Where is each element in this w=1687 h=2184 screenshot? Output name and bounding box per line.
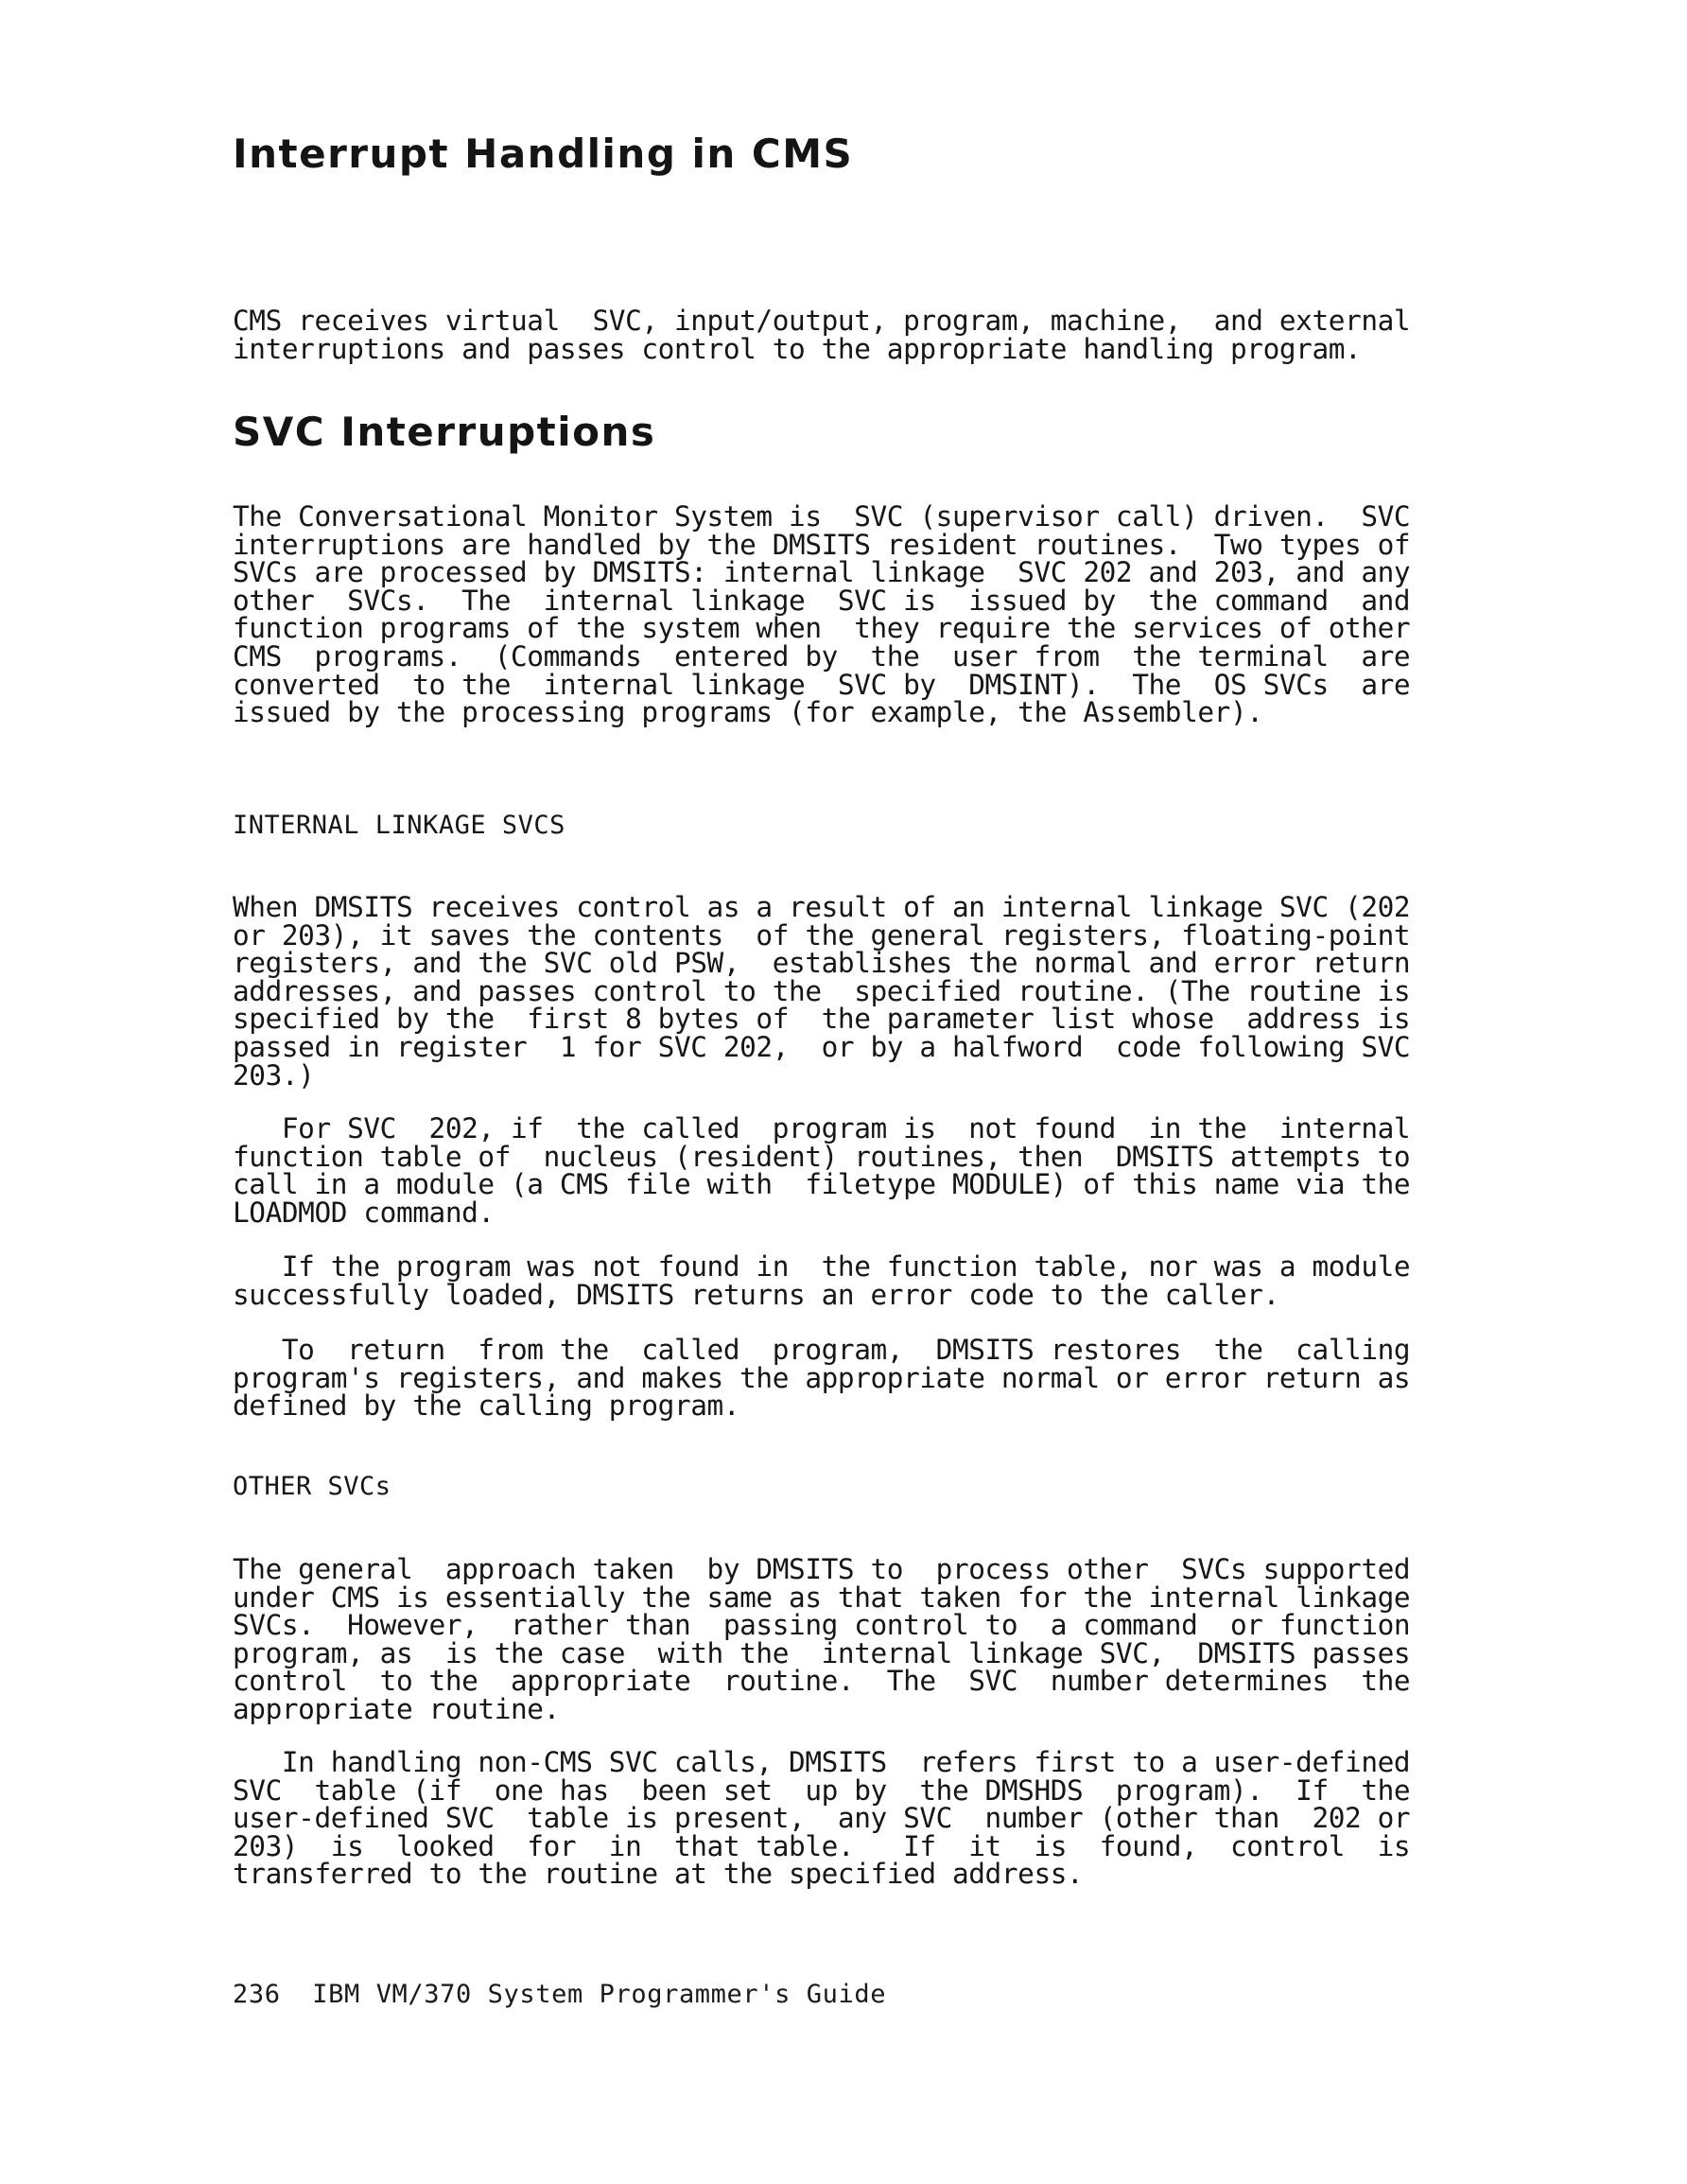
other-svcs-paragraph-2: In handling non-CMS SVC calls, DMSITS refers first to a user-defined SVC table (if one has been set up by the DMSHDS program). If the user-defined SVC table is present, any SVC number (other than 202 or 203) is looked for in that table. If it is found, control is transferred to the routine at the specified address. [233, 1746, 1411, 1891]
subheading-internal-linkage-svcs: INTERNAL LINKAGE SVCS [233, 811, 565, 840]
page-footer: 236 IBM VM/370 System Programmer's Guide [233, 1980, 887, 2009]
page-title: Interrupt Handling in CMS [233, 131, 854, 177]
other-svcs-paragraph-1: The general approach taken by DMSITS to process other SVCs supported under CMS is essentially the same as that taken for the internal linkage SVCs. However, rather than passing control to a command or function program, as is the case with the internal linkage SVC, DMSITS passes control to the appropriate routine. The SVC number determines the appropriate routine. [233, 1553, 1411, 1725]
internal-linkage-paragraph-4: To return from the called program, DMSITS restores the calling program's registers, and makes the appropriate normal or error return as defined by the calling program. [233, 1334, 1411, 1423]
internal-linkage-paragraph-3: If the program was not found in the function table, nor was a module successfully loaded, DMSITS returns an error code to the caller. [233, 1250, 1411, 1311]
subheading-other-svcs: OTHER SVCs [233, 1472, 391, 1501]
internal-linkage-paragraph-1: When DMSITS receives control as a result of an internal linkage SVC (202 or 203), it saves the contents of the general registers, floating-point registers, and the SVC old PSW, establishes the normal and error return addresses, and passes control to the specified routine. (The routine is specified by the first 8 bytes of the parameter list whose address is passed in register 1 for SVC 202, or by a halfword code following SVC 203.) [233, 891, 1411, 1092]
section-heading-svc-interruptions: SVC Interruptions [233, 409, 656, 455]
intro-paragraph: CMS receives virtual SVC, input/output, program, machine, and external interruptions and passes control to the appropriate handling program. [233, 305, 1411, 365]
svc-overview-paragraph: The Conversational Monitor System is SVC (supervisor call) driven. SVC interruptions are handled by the DMSITS resident routines. Two types of SVCs are processed by DMSITS: internal linkage SVC 202 and 203, and any other SVCs. The internal linkage SVC is issued by the command and function programs of the system when they require the services of other CMS programs. (Commands entered by the user from the terminal are converted to the internal linkage SVC by DMSINT). The OS SVCs are issued by the processing programs (for example, the Assembler). [233, 500, 1411, 729]
internal-linkage-paragraph-2: For SVC 202, if the called program is not found in the internal function table of nucleus (resident) routines, then DMSITS attempts to call in a module (a CMS file with filetype MODULE) of this name via the LOADMOD command. [233, 1112, 1411, 1229]
